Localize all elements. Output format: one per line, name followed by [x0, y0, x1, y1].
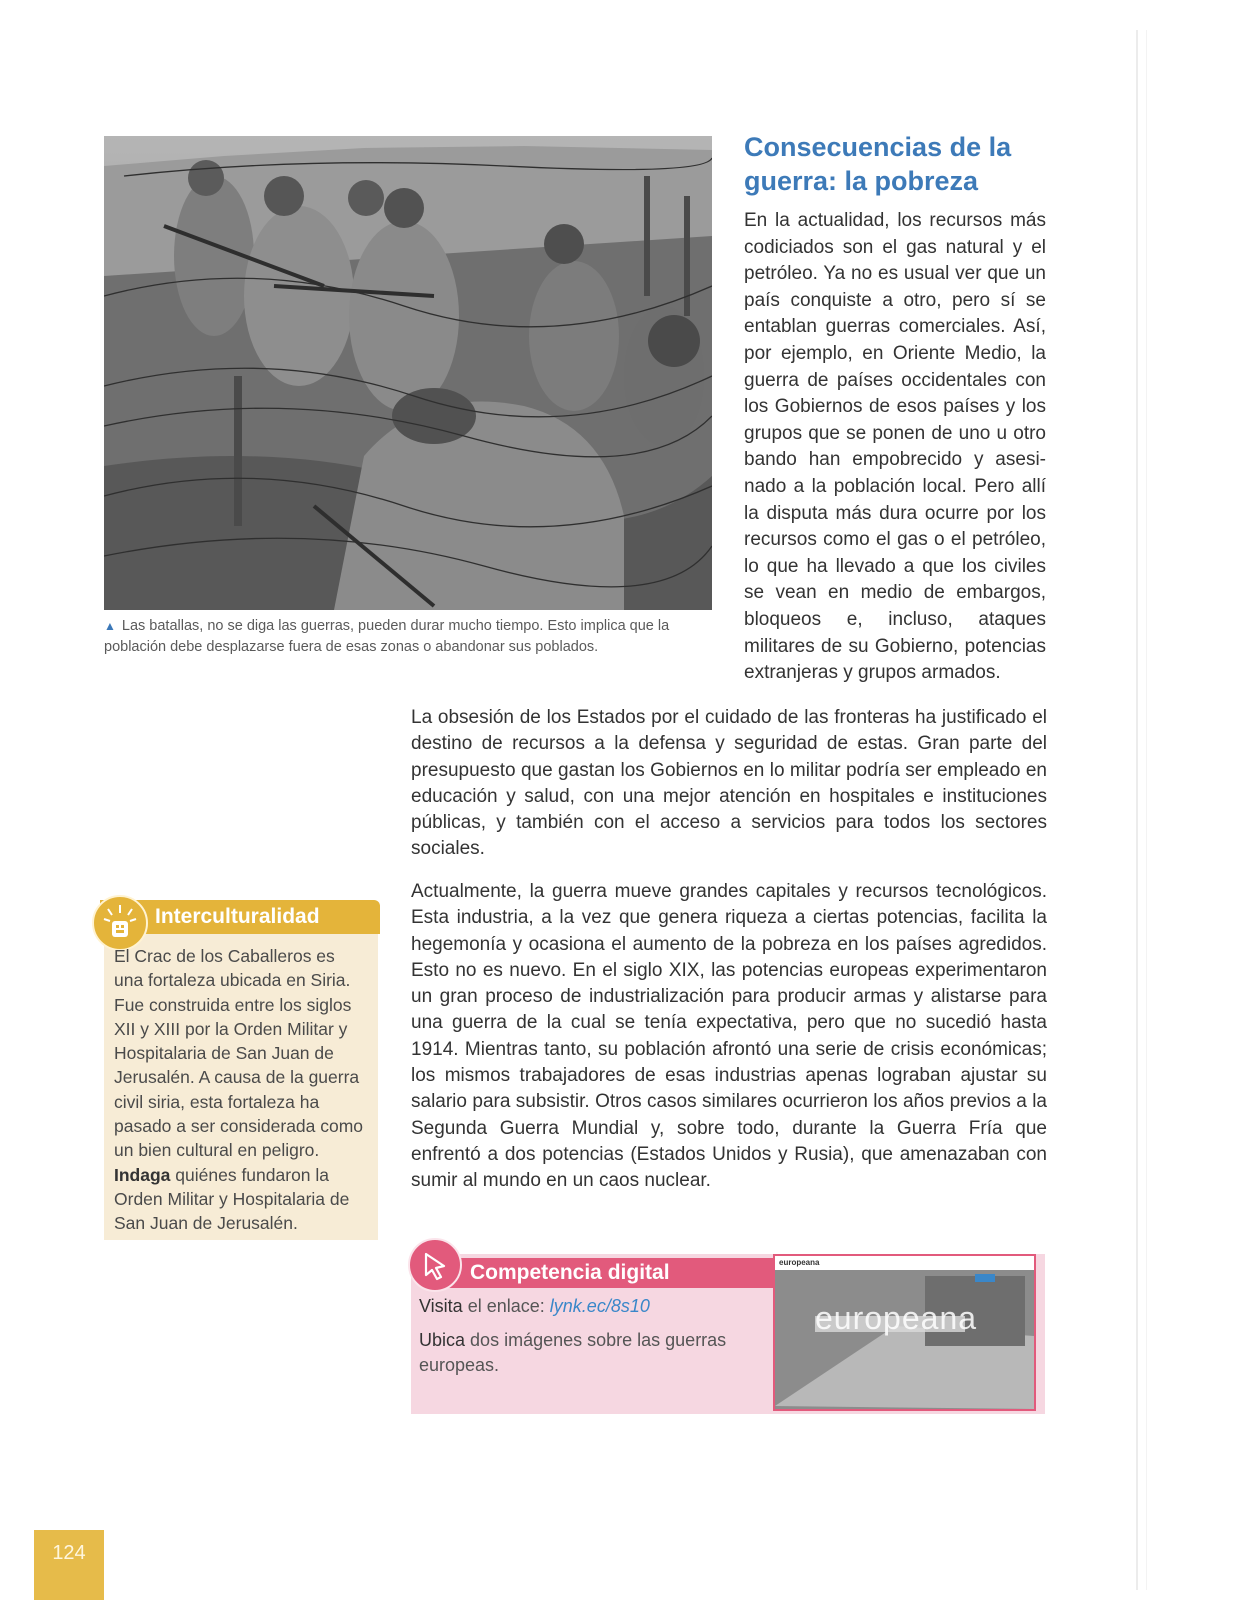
intercultural-text-before: El Crac de los Caballeros es una fortaleza ubicada en Siria. Fue construida entre los siglos XII y XIII por la Orden Militar y Hospitalaria de San Juan de Jerusalén. A causa de la guerra civil siria, esta fortaleza ha pasado a ser considerada como un bien cultural en peligro. — [114, 946, 364, 1161]
interculturalidad-title: Interculturalidad — [155, 905, 320, 928]
right-paragraph: En la actualidad, los recursos más codiciados son el gas natural y el petróleo. Ya no es usual ver que un país conquiste a otro, pero sí se entablan guerras comerciales. Así, por ejemplo, en Oriente Medio, la guerra de países occidentales con los Gobiernos de esos países y los grupos que se ponen de uno u otro bando han empobrecido y asesinado a la población local. Pero allí la disputa más dura ocurre por los recursos como el gas o el petróleo, lo que ha llevado a que los civiles se vean en medio de embargos, bloqueos e, incluso, ataques militares de su Gobierno, potencias extranjeras y grupos armados. — [744, 210, 1046, 684]
caption-triangle-icon: ▲ — [104, 619, 116, 633]
intercultural-emphasis: Indaga — [114, 1164, 171, 1185]
page-number: 124 — [52, 1542, 86, 1564]
cursor-click-icon — [408, 1238, 462, 1292]
photo-caption — [104, 616, 714, 658]
lynk-link[interactable]: lynk.ec/8s10 — [549, 1296, 650, 1316]
locate-line — [419, 1328, 749, 1378]
soldiers-trench-photo — [104, 136, 712, 610]
intercultural-text-after: quiénes fundaron la Orden Militar y Hospitalaria de San Juan de Jerusalén. — [114, 1164, 350, 1234]
caption-text: Las batallas, no se diga las guerras, pueden durar mucho tiempo. Esto implica que la población debe desplazarse fuera de esas zonas o abandonar sus poblados. — [104, 618, 670, 655]
website-screenshot — [773, 1254, 1036, 1411]
locate-text: dos imágenes sobre las guerras europeas. — [419, 1330, 727, 1375]
culture-icon — [92, 895, 148, 951]
section-title: Consecuencias de la guerra: la pobreza — [744, 132, 1012, 196]
paragraph-2: La obsesión de los Estados por el cuidado de las fronteras ha justificado el destino de recursos a la defensa y seguridad de estas. Gran parte del presupuesto que gastan los Gobiernos en lo militar podría ser empleado en educación y salud, con una mejor atención en hospitales e instituciones públicas, y también con el acceso a servicios para todos los sectores sociales. — [411, 707, 1047, 860]
screenshot-word: europeana — [815, 1300, 978, 1336]
visit-verb: Visita — [419, 1296, 463, 1316]
page-number-tab — [34, 1530, 104, 1600]
page-edge-line — [1136, 30, 1138, 1590]
competencia-title: Competencia digital — [470, 1261, 670, 1284]
visit-text: el enlace: — [467, 1296, 545, 1316]
locate-verb: Ubica — [419, 1330, 466, 1350]
paragraph-3: Actualmente, la guerra mueve grandes capitales y recursos tecnológicos. Esta industria, a la vez que genera riqueza a ciertas potencias, facilita la hegemonía y ocasiona el aumento de la pobreza en los países agredidos. Esto no es nuevo. En el siglo XIX, las potencias europeas experimentaron un gran proceso de industrialización para producir armas y alistarse para una guerra de la cual se tenía expectativa, pero que no sucedió hasta 1914. Mientras tanto, su población afrontó una serie de crisis económicas; los mismos trabajadores de esas industrias apenas lograban ajustar su salario para subsistir. Otros casos similares ocurrieron los años previos a la Segunda Guerra Mundial y, sobre todo, durante la Guerra Fría que enfrentó a dos potencias (Estados Unidos y Rusia), que amenazaban con sumir al mundo en un caos nuclear. — [411, 881, 1047, 1192]
page-edge-line-2 — [1146, 30, 1147, 1590]
interculturalidad-text — [114, 944, 366, 1236]
visit-line — [419, 1293, 650, 1319]
screenshot-logo: europeana — [779, 1258, 820, 1267]
